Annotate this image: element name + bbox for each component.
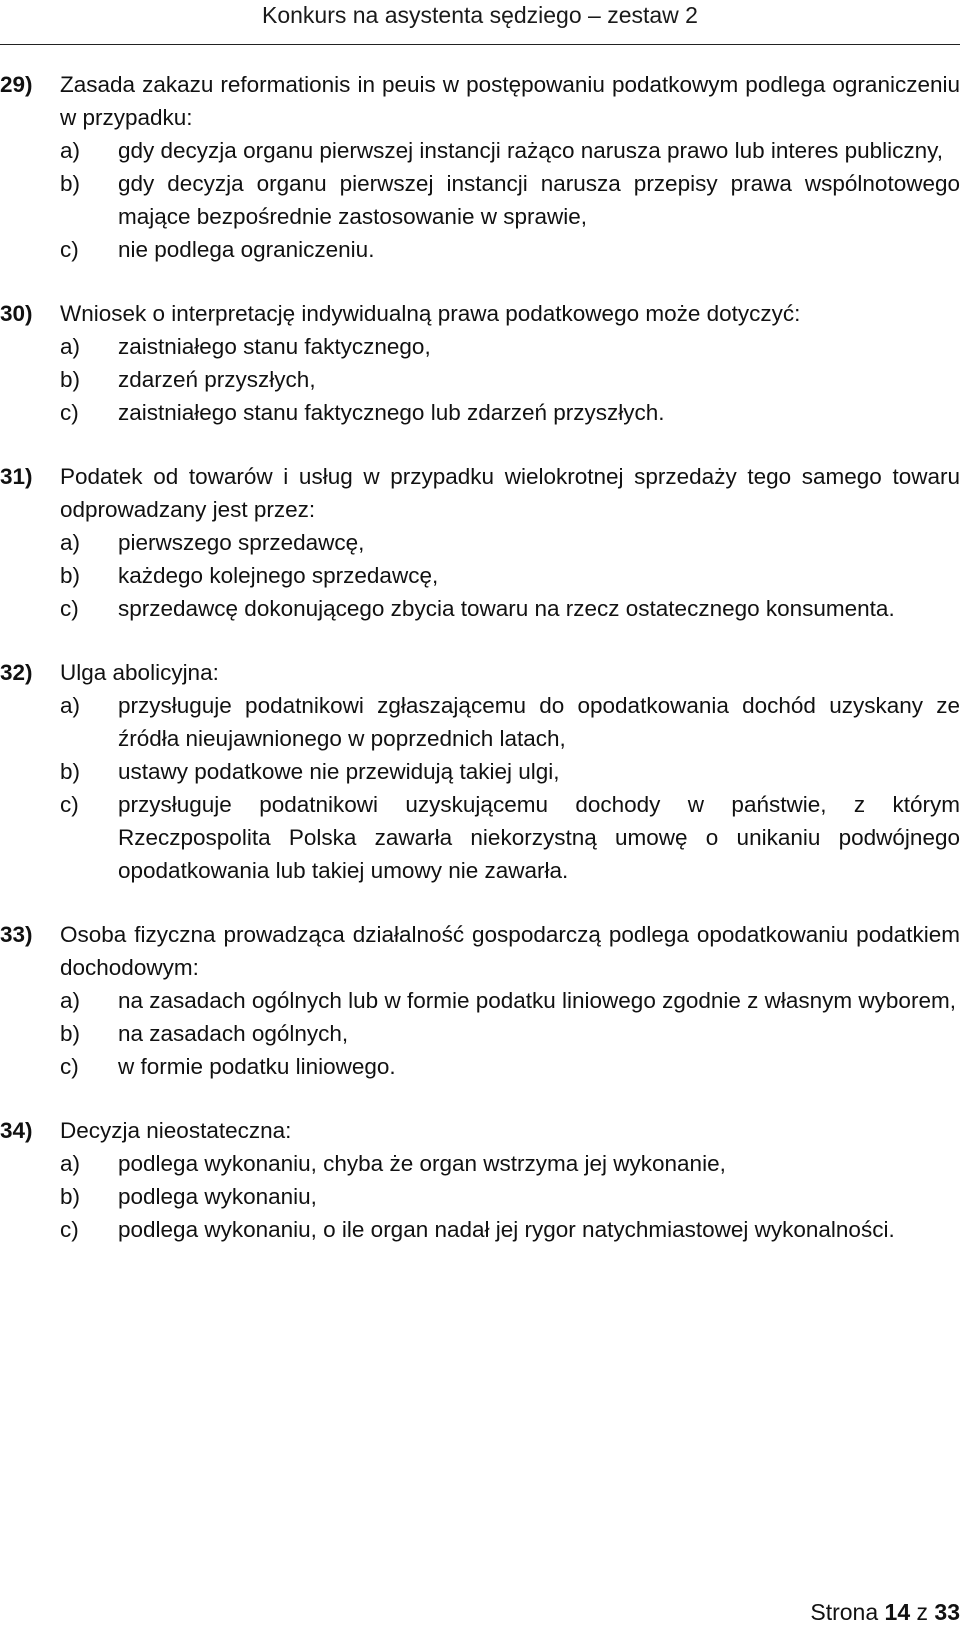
option-label: c) (60, 792, 79, 817)
total-pages: 33 (934, 1599, 960, 1625)
question-number: 30) (0, 301, 33, 326)
question-32 (0, 656, 960, 887)
question-33 (0, 918, 960, 1083)
question-number: 31) (0, 464, 33, 489)
question-text: Wniosek o interpretację indywidualną prawa podatkowego może dotyczyć: (60, 301, 801, 326)
page-prefix: Strona (810, 1599, 879, 1625)
question-31 (0, 460, 960, 625)
answer-option-c (0, 788, 960, 887)
option-text: sprzedawcę dokonującego zbycia towaru na rzecz ostatecznego konsumenta. (118, 596, 895, 621)
option-label: b) (60, 563, 81, 588)
answer-option-a (0, 689, 960, 755)
option-label: b) (60, 759, 81, 784)
option-label: c) (60, 237, 79, 262)
option-label: c) (60, 1217, 79, 1242)
option-text: podlega wykonaniu, (118, 1184, 317, 1209)
answer-option-a (0, 526, 960, 559)
page-number (810, 1597, 960, 1627)
option-label: a) (60, 138, 81, 163)
option-label: b) (60, 171, 81, 196)
answer-option-a (0, 1147, 960, 1180)
answer-option-b (0, 1017, 960, 1050)
header-divider (0, 44, 960, 45)
current-page: 14 (884, 1599, 911, 1625)
answer-option-b (0, 559, 960, 592)
answer-option-b (0, 1180, 960, 1213)
answer-option-c (0, 1050, 960, 1083)
page-separator: z (916, 1599, 929, 1625)
option-label: a) (60, 334, 81, 359)
question-text: Podatek od towarów i usług w przypadku wielokrotnej sprzedaży tego samego towaru odprowadzany jest przez: (60, 464, 960, 522)
option-label: b) (60, 1021, 81, 1046)
question-29 (0, 68, 960, 266)
question-number: 34) (0, 1118, 33, 1143)
question-number: 32) (0, 660, 33, 685)
question-30 (0, 297, 960, 429)
option-text: w formie podatku liniowego. (118, 1054, 396, 1079)
answer-option-a (0, 134, 960, 167)
option-label: a) (60, 988, 81, 1013)
option-text: podlega wykonaniu, o ile organ nadał jej rygor natychmiastowej wykonalności. (118, 1217, 895, 1242)
option-label: a) (60, 530, 81, 555)
answer-option-c (0, 1213, 960, 1246)
option-text: podlega wykonaniu, chyba że organ wstrzyma jej wykonanie, (118, 1151, 726, 1176)
option-label: a) (60, 1151, 81, 1176)
option-text: gdy decyzja organu pierwszej instancji narusza przepisy prawa wspólnotowego mające bezpośrednie zastosowanie w sprawie, (118, 171, 960, 229)
option-text: przysługuje podatnikowi uzyskującemu dochody w państwie, z którym Rzeczpospolita Polska zawarła niekorzystną umowę o unikaniu podwójnego opodatkowania lub takiej umowy nie zawarła. (118, 792, 960, 883)
answer-option-c (0, 592, 960, 625)
question-list (0, 68, 960, 1277)
answer-option-c (0, 396, 960, 429)
question-34 (0, 1114, 960, 1246)
option-label: b) (60, 367, 81, 392)
answer-option-b (0, 755, 960, 788)
answer-option-a (0, 984, 960, 1017)
option-label: c) (60, 1054, 79, 1079)
option-text: pierwszego sprzedawcę, (118, 530, 365, 555)
answer-option-a (0, 330, 960, 363)
option-text: nie podlega ograniczeniu. (118, 237, 375, 262)
option-label: c) (60, 400, 79, 425)
option-text: zaistniałego stanu faktycznego lub zdarzeń przyszłych. (118, 400, 665, 425)
option-text: na zasadach ogólnych lub w formie podatku liniowego zgodnie z własnym wyborem, (118, 988, 956, 1013)
question-text: Ulga abolicyjna: (60, 660, 219, 685)
option-text: ustawy podatkowe nie przewidują takiej ulgi, (118, 759, 560, 784)
answer-option-b (0, 167, 960, 233)
option-label: c) (60, 596, 79, 621)
option-text: zdarzeń przyszłych, (118, 367, 316, 392)
option-text: gdy decyzja organu pierwszej instancji rażąco narusza prawo lub interes publiczny, (118, 138, 944, 163)
answer-option-c (0, 233, 960, 266)
question-number: 33) (0, 922, 33, 947)
option-text: każdego kolejnego sprzedawcę, (118, 563, 439, 588)
option-text: na zasadach ogólnych, (118, 1021, 349, 1046)
option-label: a) (60, 693, 81, 718)
option-text: przysługuje podatnikowi zgłaszającemu do opodatkowania dochód uzyskany ze źródła nieujawnionego w poprzednich latach, (118, 693, 960, 751)
option-text: zaistniałego stanu faktycznego, (118, 334, 431, 359)
page-header-title: Konkurs na asystenta sędziego – zestaw 2 (262, 2, 698, 28)
question-text: Decyzja nieostateczna: (60, 1118, 292, 1143)
answer-option-b (0, 363, 960, 396)
question-text: Zasada zakazu reformationis in peuis w postępowaniu podatkowym podlega ograniczeniu w przypadku: (60, 72, 960, 130)
question-number: 29) (0, 72, 33, 97)
option-label: b) (60, 1184, 81, 1209)
question-text: Osoba fizyczna prowadząca działalność gospodarczą podlega opodatkowaniu podatkiem dochodowym: (60, 922, 960, 980)
